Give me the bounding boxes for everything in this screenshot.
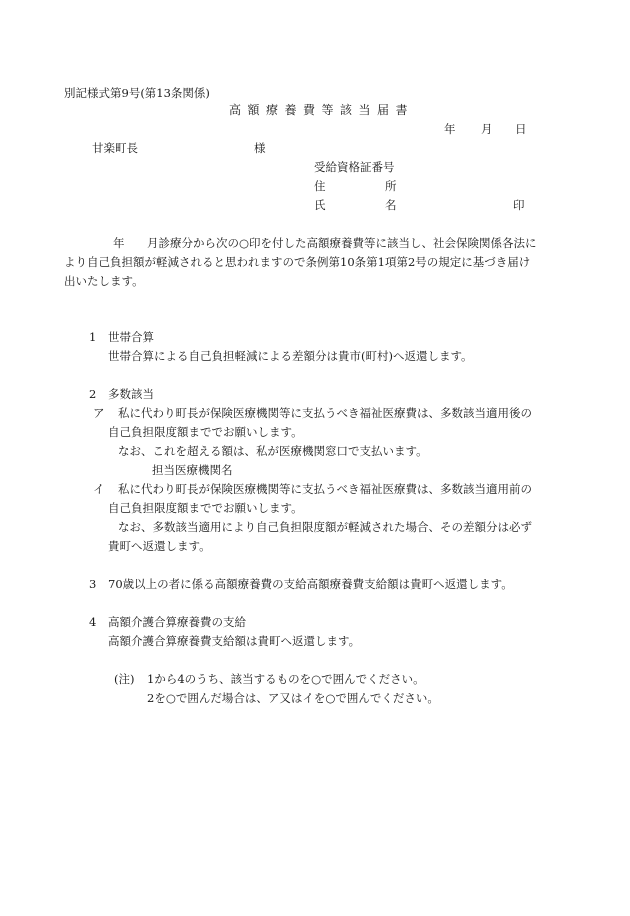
name-label-1: 氏 — [314, 198, 326, 212]
item-2b-note-1: なお、多数該当適用により自己負担限度額が軽減された場合、その差額分は必ず — [118, 520, 532, 534]
item-1-heading: 世帯合算 — [108, 330, 154, 344]
item-2b-line-1: 私に代わり町長が保険医療機関等に支払うべき福祉医療費は、多数該当適用前の — [118, 482, 532, 496]
item-4-heading: 高額介護合算療養費の支給 — [108, 615, 246, 629]
item-2a-marker: ア — [93, 406, 105, 420]
cert-number-label: 受給資格証番号 — [314, 160, 395, 174]
item-2a-hospital-label: 担当医療機関名 — [152, 463, 233, 477]
item-3-number: 3 — [89, 577, 97, 591]
intro-line-3: 出いたします。 — [64, 274, 144, 288]
intro-line-1: 月診療分から次の○印を付した高額療養費等に該当し、社会保険関係各法に — [147, 236, 537, 250]
date-month: 月 — [481, 122, 493, 136]
item-2-number: 2 — [89, 387, 97, 401]
item-2b-line-2: 自己負担限度額まででお願いします。 — [108, 501, 303, 515]
form-id: 別記様式第9号(第13条関係) — [64, 86, 210, 100]
notes-line-1: 1から4のうち、該当するものを○で囲んでください。 — [147, 672, 425, 686]
page-title: 高額療養費等該当届書 — [229, 103, 415, 117]
item-4-number: 4 — [89, 615, 97, 629]
address-label-1: 住 — [314, 179, 326, 193]
item-2a-line-2: 自己負担限度額まででお願いします。 — [108, 425, 303, 439]
item-2b-marker: イ — [93, 482, 105, 496]
intro-line-2: より自己負担額が軽減されると思われますので条例第10条第1項第2号の規定に基づき届け — [64, 255, 531, 269]
item-2-heading: 多数該当 — [108, 387, 154, 401]
date-year: 年 — [444, 122, 456, 136]
address-label-2: 所 — [385, 179, 397, 193]
notes-label: (注) — [114, 672, 135, 686]
name-label-2: 名 — [385, 198, 397, 212]
item-3-body: 70歳以上の者に係る高額療養費の支給高額療養費支給額は貴町へ返還します。 — [108, 577, 513, 591]
item-2b-note-2: 貴町へ返還します。 — [108, 539, 211, 553]
item-2a-line-1: 私に代わり町長が保険医療機関等に支払うべき福祉医療費は、多数該当適用後の — [118, 406, 532, 420]
item-1-body: 世帯合算による自己負担軽減による差額分は貴市(町村)へ返還します。 — [108, 349, 473, 363]
intro-year: 年 — [113, 236, 125, 250]
addressee-name: 甘楽町長 — [92, 141, 138, 155]
notes-line-2: 2を○で囲んだ場合は、ア又はイを○で囲んでください。 — [147, 691, 439, 705]
item-1-number: 1 — [89, 330, 97, 344]
seal-mark: 印 — [513, 198, 525, 212]
item-2a-note: なお、これを超える額は、私が医療機関窓口で支払います。 — [118, 444, 428, 458]
date-day: 日 — [515, 122, 527, 136]
addressee-honorific: 様 — [254, 141, 266, 155]
item-4-body: 高額介護合算療養費支給額は貴町へ返還します。 — [108, 634, 361, 648]
